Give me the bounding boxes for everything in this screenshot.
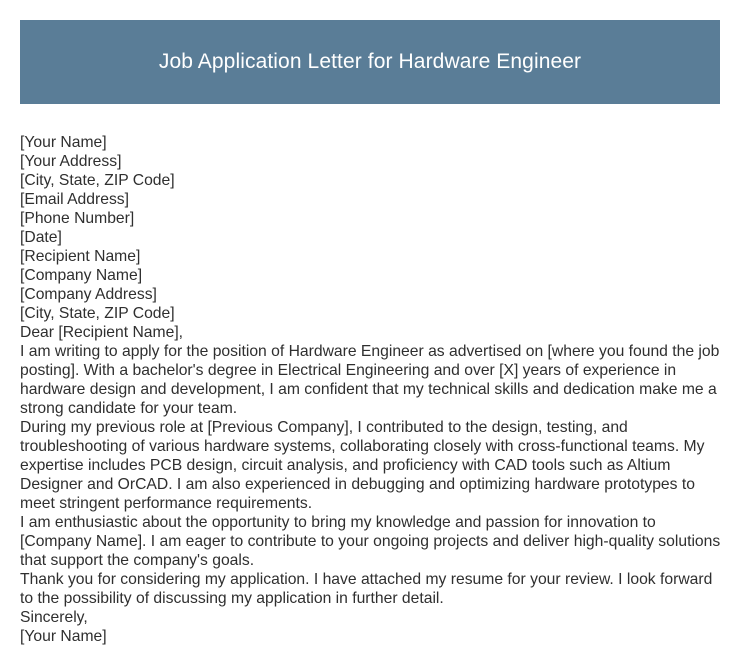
signature: [Your Name] bbox=[20, 628, 107, 645]
page-title: Job Application Letter for Hardware Engineer bbox=[158, 50, 582, 73]
letter-date: [Date] bbox=[20, 229, 62, 246]
recipient-name: [Recipient Name] bbox=[20, 248, 141, 265]
paragraph-closing-thanks: Thank you for considering my application. I have attached my resume for your review. I look forward to the possibility of discussing my application in further detail. bbox=[20, 571, 713, 607]
closing: Sincerely, bbox=[20, 609, 88, 626]
paragraph-experience: During my previous role at [Previous Company], I contributed to the design, testing, and troubleshooting of various hardware systems, collaborating closely with cross-functional teams. My expertise includes PCB design, circuit analysis, and proficiency with CAD tools such as Altium Designer and OrCAD. I am also experienced in debugging and optimizing hardware prototypes to meet stringent performance requirements. bbox=[20, 419, 705, 512]
paragraph-intro: I am writing to apply for the position of Hardware Engineer as advertised on [where you found the job posting]. With a bachelor's degree in Electrical Engineering and over [X] years of experience in hardware design and development, I am confident that my technical skills and dedication make me a strong candidate for your team. bbox=[20, 343, 720, 417]
letter-body bbox=[20, 133, 728, 646]
recipient-company: [Company Name] bbox=[20, 267, 143, 284]
title-banner bbox=[20, 20, 720, 104]
sender-email: [Email Address] bbox=[20, 191, 129, 208]
recipient-address: [Company Address] bbox=[20, 286, 157, 303]
salutation: Dear [Recipient Name], bbox=[20, 324, 184, 341]
sender-city-state-zip: [City, State, ZIP Code] bbox=[20, 172, 175, 189]
paragraph-enthusiasm: I am enthusiastic about the opportunity to bring my knowledge and passion for innovation to [Company Name]. I am eager to contribute to your ongoing projects and deliver high-quality solutions that support the company's goals. bbox=[20, 514, 721, 569]
recipient-city-state-zip: [City, State, ZIP Code] bbox=[20, 305, 175, 322]
sender-address: [Your Address] bbox=[20, 153, 122, 170]
sender-name: [Your Name] bbox=[20, 134, 107, 151]
sender-phone: [Phone Number] bbox=[20, 210, 135, 227]
